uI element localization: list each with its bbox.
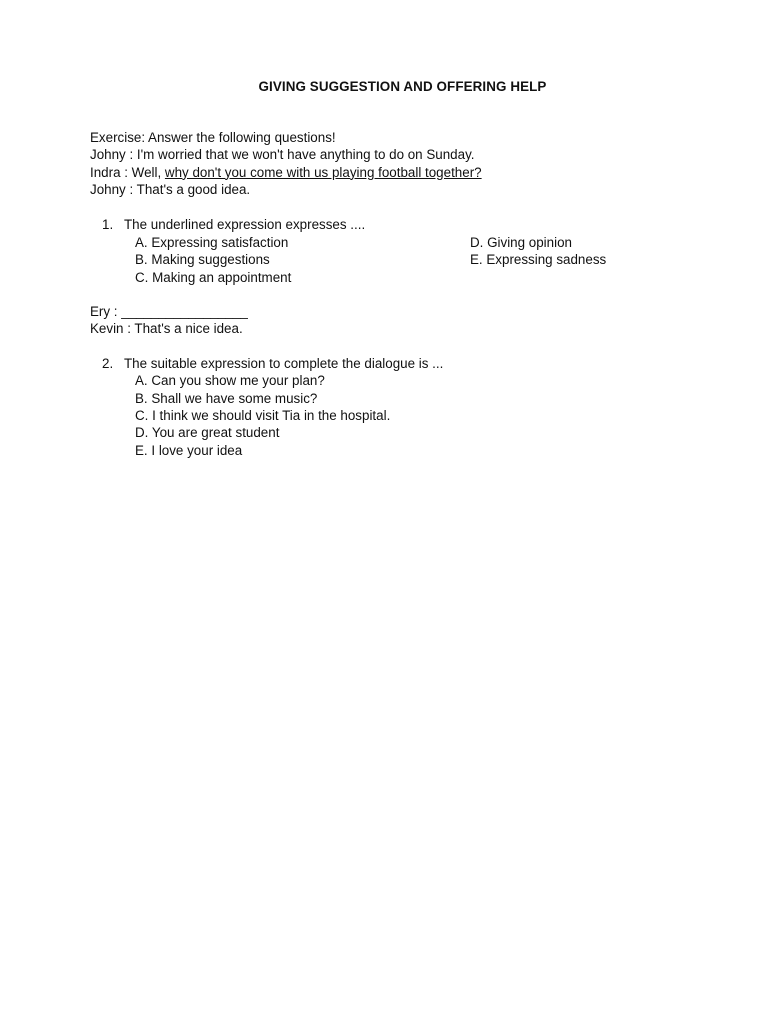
question-2 — [102, 355, 443, 372]
question-1-option-b: B. Making suggestions — [135, 252, 270, 267]
dialogue-line-indra — [90, 164, 482, 181]
page-title: GIVING SUGGESTION AND OFFERING HELP — [258, 79, 547, 94]
question-1-option-d: D. Giving opinion — [470, 235, 572, 250]
question-1 — [102, 216, 365, 233]
dialogue-line-ery: Ery : _________________ — [90, 304, 248, 319]
question-2-option-a: A. Can you show me your plan? — [135, 373, 325, 388]
question-1-number: 1. — [102, 217, 114, 232]
question-2-option-d: D. You are great student — [135, 425, 280, 440]
question-1-text: The underlined expression expresses .... — [124, 217, 366, 232]
dialogue-line-johny-1: Johny : I'm worried that we won't have anything to do on Sunday. — [90, 147, 475, 163]
question-2-number: 2. — [102, 356, 114, 371]
exercise-intro — [90, 129, 482, 198]
question-1-option-a: A. Expressing satisfaction — [135, 235, 289, 250]
underlined-expression: why don't you come with us playing football together? — [164, 164, 482, 180]
question-1-option-e: E. Expressing sadness — [470, 252, 607, 267]
dialogue-line-indra-prefix: Indra : Well, — [90, 164, 165, 180]
exercise-instruction: Exercise: Answer the following questions! — [90, 130, 336, 145]
question-2-option-e: E. I love your idea — [135, 443, 243, 458]
dialogue-line-johny-2: Johny : That's a good idea. — [90, 181, 251, 197]
dialogue-2 — [90, 303, 248, 338]
question-2-text: The suitable expression to complete the dialogue is ... — [124, 356, 444, 371]
question-2-option-c: C. I think we should visit Tia in the hospital. — [135, 408, 391, 423]
question-1-option-c: C. Making an appointment — [135, 270, 292, 285]
dialogue-line-kevin: Kevin : That's a nice idea. — [90, 321, 243, 337]
question-2-option-b: B. Shall we have some music? — [135, 391, 318, 406]
